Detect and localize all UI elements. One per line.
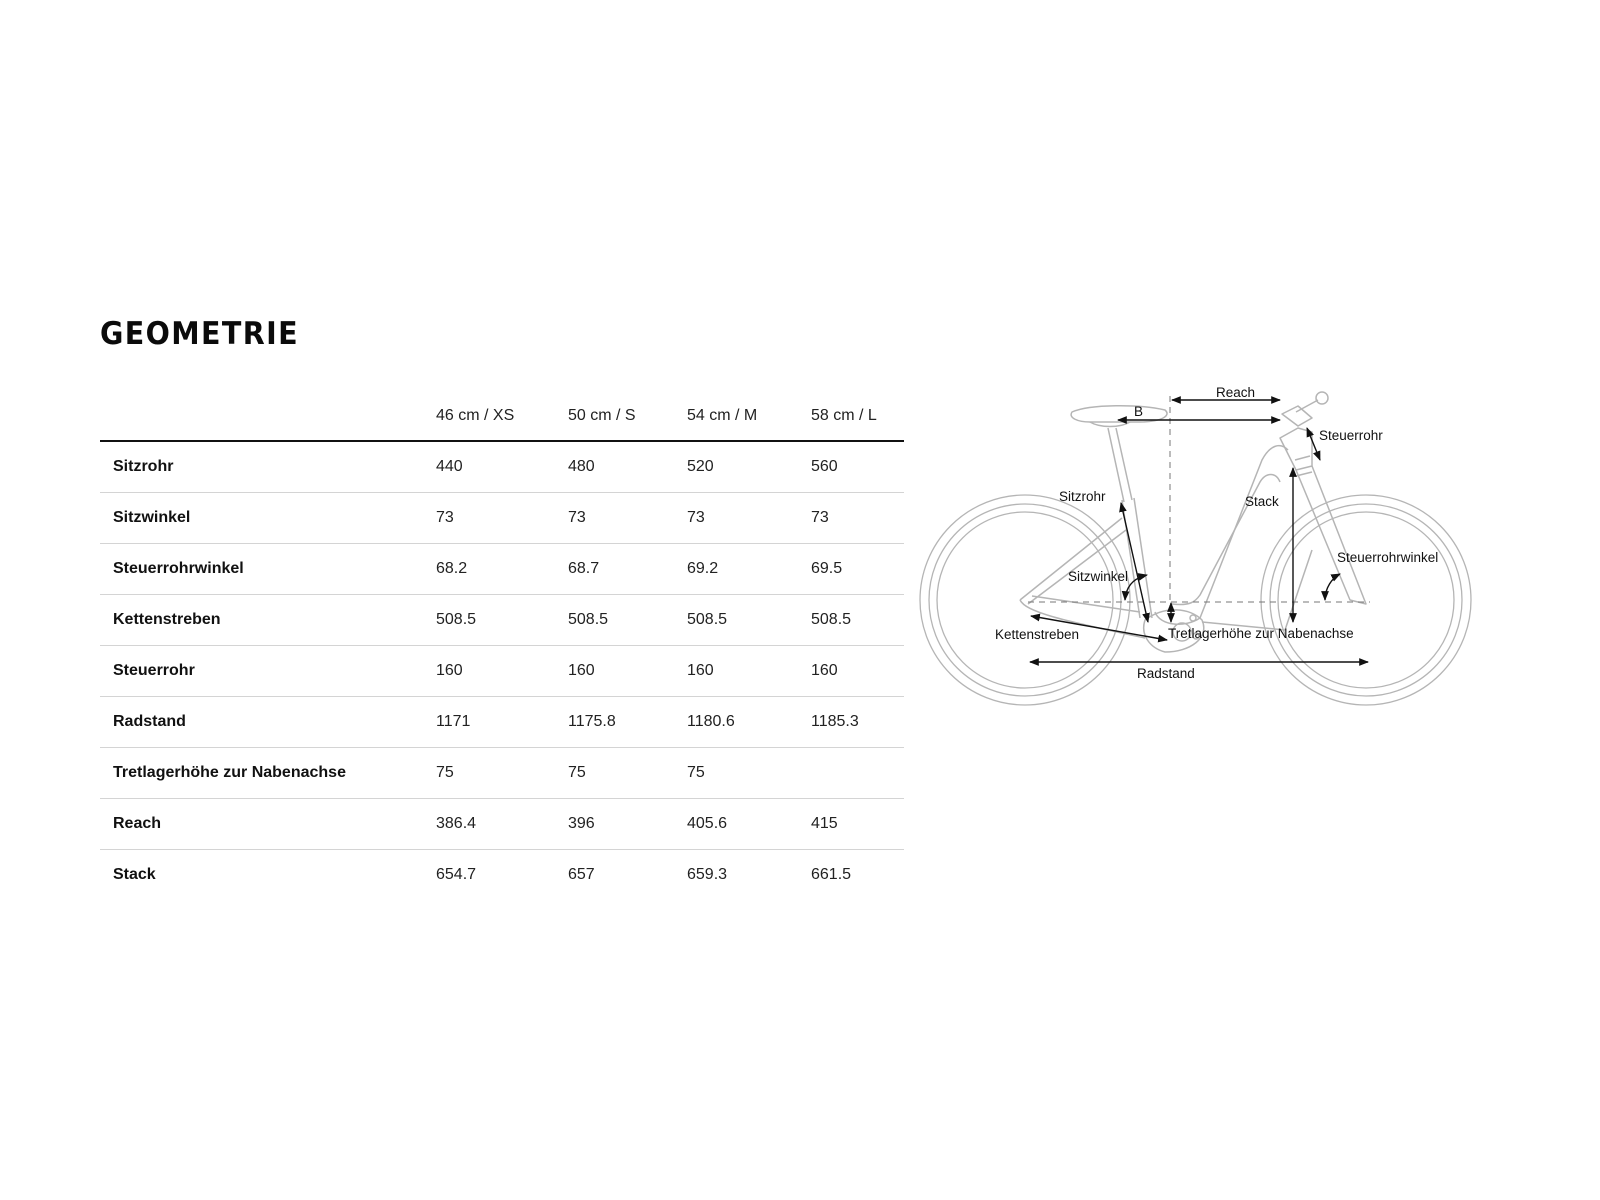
row-label: Radstand bbox=[100, 697, 436, 748]
cell-value: 1185.3 bbox=[811, 697, 904, 748]
cell-value: 1180.6 bbox=[687, 697, 811, 748]
label-steuerrohrwinkel: Steuerrohrwinkel bbox=[1337, 550, 1439, 565]
cell-value: 659.3 bbox=[687, 866, 728, 883]
cell-value: 73 bbox=[436, 493, 568, 544]
row-label: Kettenstreben bbox=[100, 595, 436, 646]
label-steuerrohr: Steuerrohr bbox=[1319, 428, 1383, 443]
cell-value: 396 bbox=[568, 799, 687, 850]
cell-value: 440 bbox=[436, 441, 568, 493]
bike-frame bbox=[1020, 392, 1366, 652]
cell-value: 75 bbox=[568, 748, 687, 799]
cell-value: 75 bbox=[687, 748, 811, 799]
row-label: Steuerrohr bbox=[100, 646, 436, 697]
table-row bbox=[100, 595, 904, 646]
cell-value: 1171 bbox=[436, 697, 568, 748]
header-size-l: 58 cm / L bbox=[811, 392, 904, 441]
cell-value: 69.5 bbox=[811, 544, 904, 595]
cell-value: 661.5 bbox=[811, 866, 852, 883]
table-header-row bbox=[100, 392, 904, 441]
table-row bbox=[100, 544, 904, 595]
cell-value: 508.5 bbox=[568, 595, 687, 646]
label-reach: Reach bbox=[1216, 385, 1256, 400]
header-size-m: 54 cm / M bbox=[687, 392, 811, 441]
geometry-table bbox=[100, 392, 904, 900]
cell-value: 68.7 bbox=[568, 544, 687, 595]
cell-value: 160 bbox=[436, 646, 568, 697]
row-label: Stack bbox=[113, 866, 156, 883]
label-tretlagerhoehe: Tretlagerhöhe zur Nabenachse bbox=[1168, 626, 1354, 641]
cell-value: 654.7 bbox=[436, 866, 477, 883]
cell-value: 75 bbox=[436, 748, 568, 799]
cell-value: 73 bbox=[687, 493, 811, 544]
cell-value: 415 bbox=[811, 799, 904, 850]
label-sitzrohr: Sitzrohr bbox=[1059, 489, 1106, 504]
header-size-xs: 46 cm / XS bbox=[436, 392, 568, 441]
cell-value: 73 bbox=[568, 493, 687, 544]
cell-value: 73 bbox=[811, 493, 904, 544]
label-radstand: Radstand bbox=[1137, 666, 1195, 681]
cell-value: 657 bbox=[568, 866, 595, 883]
bike-illustration bbox=[940, 385, 1510, 730]
header-label-column bbox=[100, 392, 436, 441]
table-row bbox=[100, 799, 904, 850]
cell-value: 508.5 bbox=[687, 595, 811, 646]
label-b: B bbox=[1134, 404, 1144, 419]
measurement-arrows bbox=[1030, 400, 1368, 662]
steuerrohrwinkel-arc bbox=[1325, 574, 1340, 600]
cell-value: 160 bbox=[568, 646, 687, 697]
row-label: Tretlagerhöhe zur Nabenachse bbox=[100, 748, 436, 799]
table-row bbox=[100, 441, 904, 493]
label-sitzwinkel: Sitzwinkel bbox=[1068, 569, 1129, 584]
row-label: Reach bbox=[100, 799, 436, 850]
label-kettenstreben: Kettenstreben bbox=[995, 627, 1080, 642]
table-row bbox=[100, 850, 904, 901]
rear-wheel bbox=[920, 495, 1130, 705]
cell-value: 405.6 bbox=[687, 799, 811, 850]
row-label: Sitzwinkel bbox=[100, 493, 436, 544]
cell-value: 160 bbox=[687, 646, 811, 697]
row-label: Steuerrohrwinkel bbox=[100, 544, 436, 595]
cell-value: 386.4 bbox=[436, 799, 568, 850]
bike-geometry-diagram bbox=[940, 385, 1510, 730]
page-title: GEOMETRIE bbox=[100, 316, 299, 352]
table-row bbox=[100, 697, 904, 748]
table-row bbox=[100, 646, 904, 697]
cell-value: 520 bbox=[687, 441, 811, 493]
cell-value: 480 bbox=[568, 441, 687, 493]
header-size-s: 50 cm / S bbox=[568, 392, 687, 441]
cell-value: 508.5 bbox=[436, 595, 568, 646]
cell-value: 68.2 bbox=[436, 544, 568, 595]
table-row bbox=[100, 748, 904, 799]
cell-value: 508.5 bbox=[811, 595, 904, 646]
table-row bbox=[100, 493, 904, 544]
cell-value bbox=[811, 748, 904, 799]
cell-value: 69.2 bbox=[687, 544, 811, 595]
row-label: Sitzrohr bbox=[100, 441, 436, 493]
cell-value: 1175.8 bbox=[568, 697, 687, 748]
cell-value: 160 bbox=[811, 646, 904, 697]
label-stack: Stack bbox=[1245, 494, 1279, 509]
cell-value: 560 bbox=[811, 441, 904, 493]
